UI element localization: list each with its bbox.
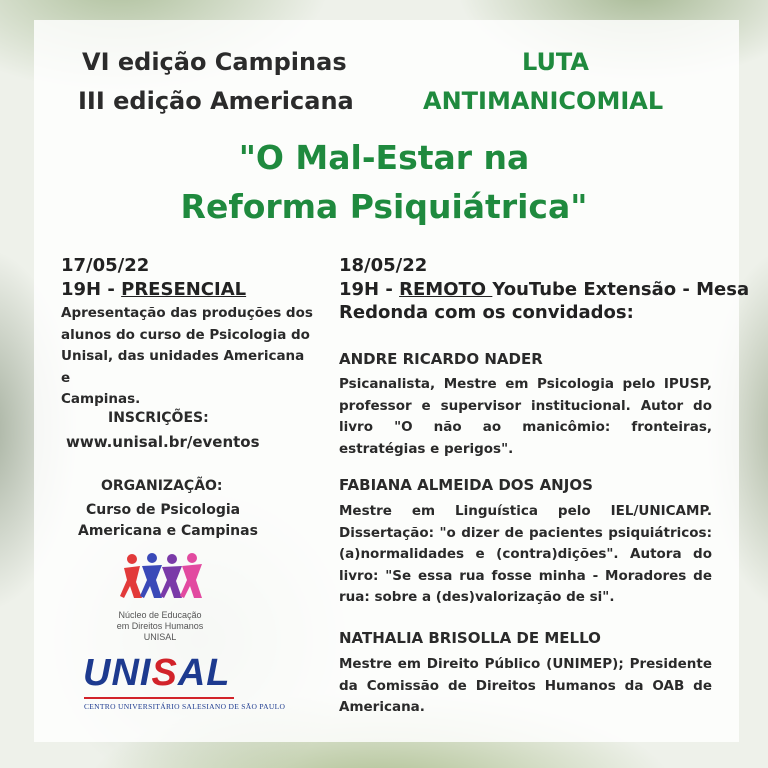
organizacao-line1: Curso de Psicologia <box>86 502 241 518</box>
nucleo-line: Núcleo de Educação <box>118 610 202 620</box>
right-time-prefix: 19H - <box>339 279 400 300</box>
antimanicomial-heading: ANTIMANICOMIAL <box>423 87 664 115</box>
right-date: 18/05/22 <box>339 255 428 276</box>
unisal-logo-underline <box>84 697 234 699</box>
guest-bio: Mestre em Linguística pelo IEL/UNICAMP. Dissertação: "o dizer de pacientes psiquiátricos: (a)normalidades e (contra)dições". Autora do livro: "Se essa rua fosse minha - Moradores de rua: sobre a (des)valorização de si". <box>339 503 712 605</box>
desc-line: Apresentação das produções dos <box>61 305 313 321</box>
nucleo-line: UNISAL <box>143 632 177 642</box>
unisal-logo-part: S <box>151 652 178 694</box>
left-time <box>61 279 246 300</box>
right-time <box>339 279 749 300</box>
nucleo-line: em Direitos Humanos <box>116 621 204 631</box>
event-title-line1: "O Mal-Estar na <box>238 138 530 177</box>
desc-line: Unisal, das unidades Americana e <box>61 348 305 386</box>
left-date: 17/05/22 <box>61 255 150 276</box>
edition-campinas: VI edição Campinas <box>82 48 347 76</box>
right-subtitle: Redonda com os convidados: <box>339 302 634 323</box>
left-description <box>61 303 316 411</box>
organizacao-label: ORGANIZAÇÃO: <box>101 478 223 494</box>
guest-name: ANDRE RICARDO NADER <box>339 350 543 368</box>
inscricoes-label: INSCRIÇÕES: <box>108 410 209 426</box>
guest-bio: Mestre em Direito Público (UNIMEP); Presidente da Comissão de Direitos Humanos da OAB de Americana. <box>339 656 712 715</box>
event-title-line2: Reforma Psiquiátrica" <box>180 187 588 226</box>
left-time-prefix: 19H - <box>61 279 122 300</box>
desc-line: Campinas. <box>61 391 141 407</box>
guest-name: FABIANA ALMEIDA DOS ANJOS <box>339 476 593 494</box>
desc-line: alunos do curso de Psicologia do <box>61 326 310 343</box>
left-mode: PRESENCIAL <box>121 279 247 300</box>
human-rights-people-logo <box>120 552 204 600</box>
guest-bio: Psicanalista, Mestre em Psicologia pelo IPUSP, professor e supervisor institucional. Autor do livro "O não ao manicômio: fronteiras, estratégias e perigos". <box>339 376 712 457</box>
right-mode-rest: YouTube Extensão - Mesa <box>492 279 750 300</box>
unisal-subtitle: CENTRO UNIVERSITÁRIO SALESIANO DE SÃO PAULO <box>84 702 286 711</box>
guest-name: NATHALIA BRISOLLA DE MELLO <box>339 629 601 647</box>
unisal-logo-part: UNI <box>83 652 152 694</box>
unisal-logo <box>83 652 230 695</box>
inscricoes-link[interactable]: www.unisal.br/eventos <box>66 433 260 451</box>
organizacao-line2: Americana e Campinas <box>78 523 258 539</box>
luta-heading: LUTA <box>522 48 590 76</box>
right-mode: REMOTO <box>399 279 493 300</box>
nucleo-caption <box>100 610 220 643</box>
unisal-logo-part: AL <box>177 652 231 694</box>
edition-americana: III edição Americana <box>78 87 354 115</box>
